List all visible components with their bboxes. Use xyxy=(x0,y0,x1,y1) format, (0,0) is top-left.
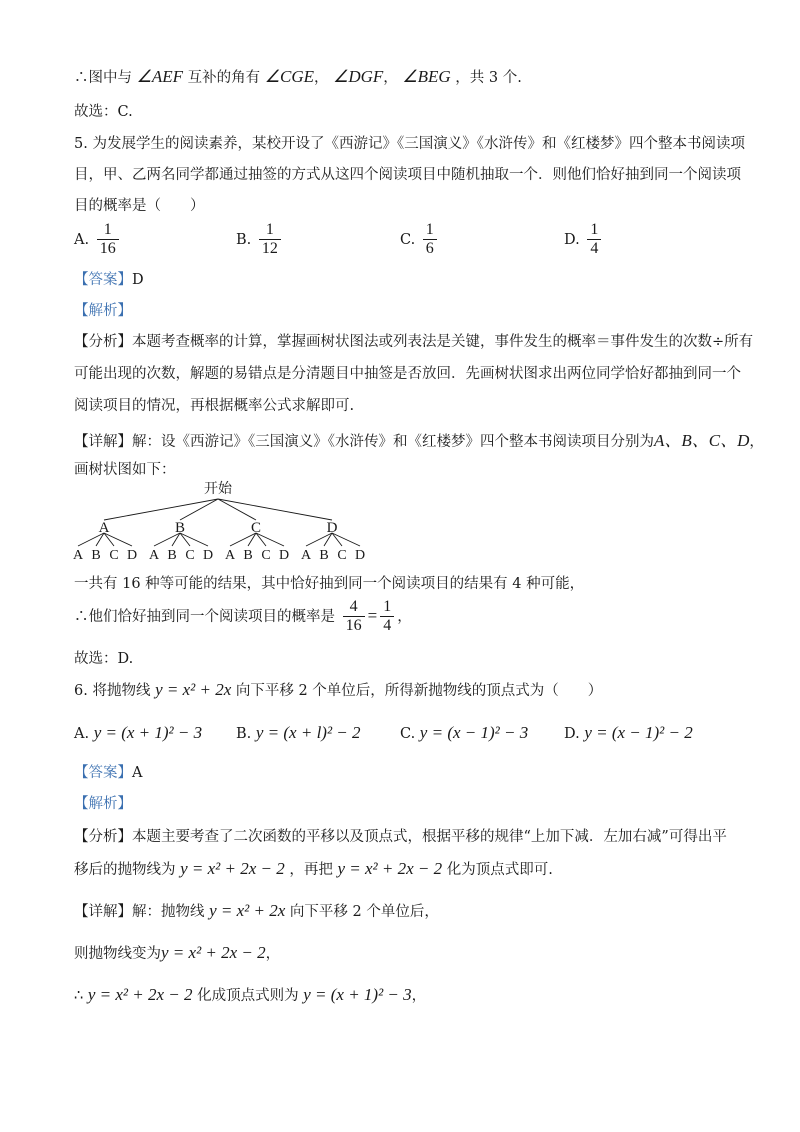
q6-detail-line-2: 则抛物线变为y = x² + 2x − 2， xyxy=(74,943,281,962)
q6-fenxi-tag: 【分析】 xyxy=(74,829,132,845)
q6-analysis-tag: 【解析】 xyxy=(74,796,132,812)
tree-leaf: A xyxy=(72,548,84,563)
q5-option-d: D. $\frac{1}{4}$ xyxy=(564,221,604,259)
q5-answer: D xyxy=(132,272,144,288)
q5-final: 故选：D. xyxy=(74,651,134,667)
prev-conclusion-c: ，共 3 个. xyxy=(455,70,522,86)
tree-leaf: B xyxy=(243,548,253,563)
tree-edges xyxy=(78,499,360,546)
q6-detail-tag: 【详解】 xyxy=(74,904,132,920)
q6-option-a: A. y = (x + 1)² − 3 xyxy=(74,723,203,742)
q5-result-line-2: ∴他们恰好抽到同一个阅读项目的概率是 $\frac{4}{16}$ = $\frac{1}{4}$ ， xyxy=(74,598,412,635)
q5-result-fraction-1: $\frac{4}{16}$ xyxy=(343,598,365,636)
tree-leaf: C xyxy=(109,548,119,563)
tree-leaf: A xyxy=(300,548,312,563)
tree-node-b: B xyxy=(174,520,186,536)
q5-option-d-fraction: $\frac{1}{4}$ xyxy=(587,221,601,259)
q5-option-a-fraction: $\frac{1}{16}$ xyxy=(97,221,119,259)
tree-diagram xyxy=(68,476,368,566)
q5-detail-line-1: 【详解】解：设《西游记》《三国演义》《水浒传》和《红楼梦》四个整本书阅读项目分别为A、B、C、D， xyxy=(74,431,764,450)
q6-stem-expr: y = x² + 2x xyxy=(155,680,232,699)
q5-option-c: C. $\frac{1}{6}$ xyxy=(400,221,440,259)
q5-option-b: B. $\frac{1}{12}$ xyxy=(236,221,284,259)
q5-detail-vars: A、B、C、D xyxy=(654,431,750,450)
tree-leaf: D xyxy=(202,548,214,563)
q5-fenxi-line-1: 【分析】本题考查概率的计算，掌握画树状图法或列表法是关键，事件发生的概率＝事件发生的次数÷所有 xyxy=(74,334,754,350)
tree-leaf: B xyxy=(167,548,177,563)
tree-leaf: D xyxy=(354,548,366,563)
q6-option-d: D. y = (x − 1)² − 2 xyxy=(564,723,693,742)
tree-leaf: D xyxy=(278,548,290,563)
q5-stem-line-1: 5. 为发展学生的阅读素养，某校开设了《西游记》《三国演义》《水浒传》和《红楼梦》四个整本书阅读项 xyxy=(74,136,745,152)
angle-cge: ∠CGE xyxy=(264,67,314,86)
tree-node-d: D xyxy=(326,520,338,536)
q5-stem-line-3: 目的概率是（ ） xyxy=(74,198,205,214)
q5-result-line-1: 一共有 16 种等可能的结果，其中恰好抽到同一个阅读项目的结果有 4 种可能， xyxy=(74,576,585,592)
q6-stem: 6. 将抛物线 y = x² + 2x 向下平移 2 个单位后，所得新抛物线的顶点式为（ ） xyxy=(74,680,603,699)
q6-answer-tag: 【答案】 xyxy=(74,765,132,781)
tree-leaf: A xyxy=(148,548,160,563)
prev-conclusion-b: 互补的角有 xyxy=(187,70,261,86)
q6-answer-line xyxy=(74,761,142,782)
q6-fenxi-line-2: 移后的抛物线为 y = x² + 2x − 2 ，再把 y = x² + 2x − 2 化为顶点式即可. xyxy=(74,859,553,878)
tree-leaf: B xyxy=(319,548,329,563)
tree-root: 开始 xyxy=(204,482,232,497)
q6-option-b: B. y = (x + l)² − 2 xyxy=(236,723,361,742)
q5-detail-line-2: 画树状图如下： xyxy=(74,462,176,478)
q5-fenxi-line-2: 可能出现的次数，解题的易错点是分清题目中抽签是否放回．先画树状图求出两位同学恰好都抽到同一个 xyxy=(74,366,741,382)
tree-node-a: A xyxy=(98,520,110,536)
tree-leaf: C xyxy=(337,548,347,563)
prev-answer: 故选：C. xyxy=(74,104,133,120)
prev-conclusion-line: ∴图中与 ∠AEF 互补的角有 ∠CGE， ∠DGF， ∠BEG ，共 3 个. xyxy=(74,67,522,86)
q5-answer-tag: 【答案】 xyxy=(74,272,132,288)
tree-leaf: D xyxy=(126,548,138,563)
q6-fenxi-line-1: 【分析】本题主要考查了二次函数的平移以及顶点式，根据平移的规律“上加下减．左加右减”可得出平 xyxy=(74,829,727,845)
q5-stem-line-2: 目，甲、乙两名同学都通过抽签的方式从这四个阅读项目中随机抽取一个．则他们恰好抽到同一个阅读项 xyxy=(74,167,741,183)
q6-option-c: C. y = (x − 1)² − 3 xyxy=(400,723,529,742)
q5-option-a: A. $\frac{1}{16}$ xyxy=(74,221,122,259)
q6-answer: A xyxy=(132,765,143,781)
angle-aef: ∠AEF xyxy=(136,67,184,86)
tree-leaf: C xyxy=(261,548,271,563)
angle-beg: ∠BEG xyxy=(402,67,451,86)
q5-analysis-tag: 【解析】 xyxy=(74,303,132,319)
angle-dgf: ∠DGF xyxy=(333,67,384,86)
tree-leaf: C xyxy=(185,548,195,563)
tree-leaves xyxy=(73,548,365,563)
q5-fenxi-tag: 【分析】 xyxy=(74,334,132,350)
prev-conclusion-a: ∴图中与 xyxy=(74,70,132,86)
tree-leaf: B xyxy=(91,548,101,563)
q5-answer-line xyxy=(74,268,144,289)
tree-node-c: C xyxy=(250,520,262,536)
q5-detail-tag: 【详解】 xyxy=(74,434,132,450)
q6-detail-line-3: ∴ y = x² + 2x − 2 化成顶点式则为 y = (x + 1)² − 3， xyxy=(74,985,427,1004)
tree-leaf: A xyxy=(224,548,236,563)
q6-detail-line-1: 【详解】解：抛物线 y = x² + 2x 向下平移 2 个单位后， xyxy=(74,901,439,920)
q5-option-c-fraction: $\frac{1}{6}$ xyxy=(423,221,437,259)
q5-option-b-fraction: $\frac{1}{12}$ xyxy=(259,221,281,259)
q5-result-fraction-2: $\frac{1}{4}$ xyxy=(380,598,394,636)
q5-fenxi-line-3: 阅读项目的情况，再根据概率公式求解即可. xyxy=(74,398,355,414)
